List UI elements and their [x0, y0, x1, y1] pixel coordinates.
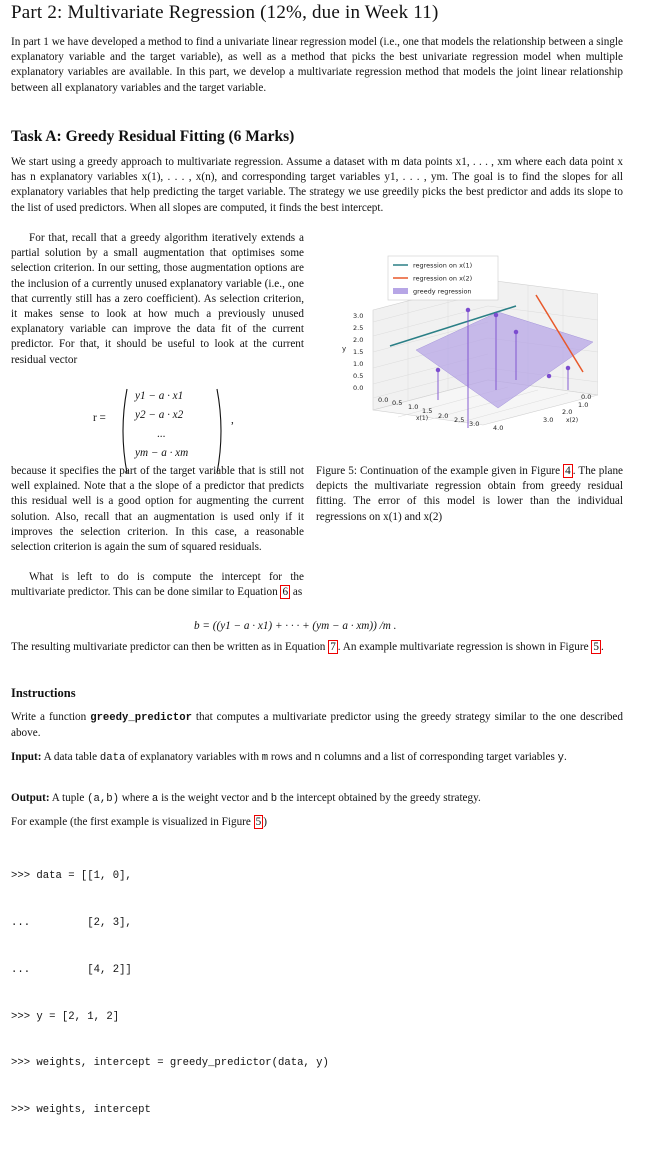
x1-tick: 0.5	[392, 399, 403, 407]
task-paragraph-5-end: .	[600, 641, 604, 653]
input-label: Input:	[11, 751, 42, 763]
x1-tick: 1.5	[422, 407, 433, 415]
output-text: the intercept obtained by the greedy strategy.	[279, 792, 481, 804]
input-paragraph	[11, 750, 623, 766]
equation-link[interactable]: 6	[282, 586, 289, 599]
y-tick: 1.5	[353, 348, 364, 356]
y-tick: 2.0	[353, 336, 364, 344]
input-text: columns and a list of corresponding target variables	[323, 751, 555, 763]
input-text: .	[563, 751, 567, 763]
y-tick: 1.0	[353, 360, 364, 368]
example-paragraph	[11, 815, 623, 830]
input-code: m	[261, 752, 269, 764]
x1-tick: 2.0	[438, 412, 449, 420]
task-paragraph-5-mid: . An example multivariate regression is shown in Figure	[337, 641, 589, 653]
input-text: of explanatory variables with	[128, 751, 259, 763]
y-axis-label: y	[342, 345, 347, 353]
equation-link[interactable]: 7	[330, 641, 336, 653]
figure-5	[338, 250, 598, 439]
output-text: is the weight vector and	[161, 792, 268, 804]
task-title: Task A: Greedy Residual Fitting (6 Marks)	[11, 128, 295, 145]
regression-3d-plot	[338, 250, 598, 435]
intro-paragraph: In part 1 we have developed a method to find a univariate linear regression model (i.e., one that models the relationship between a single explanatory variable and the target variable), as well as a method that picks the best univariate regression model when multiple explanatory variables are available. In this part, we develop a multivariate regression method that models the joint linear relationship between all explanatory variables and the target variable.	[11, 36, 624, 94]
x1-tick: 4.0	[493, 424, 504, 432]
legend-label: greedy regression	[413, 287, 472, 296]
instructions-paragraph	[11, 710, 623, 741]
legend	[388, 256, 498, 300]
task-paragraph-1: We start using a greedy approach to multivariate regression. Assume a dataset with m data points x1, . . . , xm where each data point x has n explanatory variables x(1), . . . , x(n), and corresponding target variables y1, . . . , ym. The goal is to find the slopes for all explanatory variables that help predicting the target variable. The strategy we use greedily picks the best predictor and adds its slope to the list of used predictors. When all slopes are computed, it finds the best intercept.	[11, 156, 623, 214]
data-point	[436, 368, 440, 372]
output-text: where	[121, 792, 150, 804]
task-paragraph-3: because it specifies the part of the target variable that is still not well explained. Note that a the slope of a predictor that predicts this residual well is a good option for augmenting the current solution. Also, recall that an augmentation is used only if it improves the selection criterion. In this case, a reasonable selection criterion is again the sum of squared residuals.	[11, 465, 304, 554]
figure-link[interactable]: 5	[593, 641, 599, 653]
data-point	[547, 374, 551, 378]
residual-row: ...	[157, 428, 166, 440]
figure-caption-rest: . The plane depicts the multivariate regression obtain from greedy residual fitting. The error of this model is lower than the individual regressions on x(1) and x(2)	[316, 465, 624, 523]
x1-axis-label: x(1)	[416, 415, 429, 422]
x2-axis-label: x(2)	[566, 417, 579, 424]
function-name: greedy_predictor	[90, 712, 192, 724]
intercept-equation: b = ((y1 − a · x1) + · · · + (ym − a · xm)) /m .	[194, 620, 397, 632]
figure-caption-text: Figure 5: Continuation of the example given in Figure	[316, 465, 561, 477]
instructions-text: Write a function	[11, 711, 87, 723]
legend-label: regression on x(1)	[413, 261, 473, 270]
example-text: )	[263, 816, 267, 828]
task-paragraph-4-text: What is left to do is compute the intercept for the multivariate predictor. This can be done similar to Equation	[11, 571, 304, 599]
example-text: For example (the first example is visualized in Figure	[11, 816, 251, 828]
task-paragraph-4	[11, 570, 304, 600]
legend-label: regression on x(2)	[413, 274, 473, 283]
code-line: >>> weights, intercept = greedy_predictor(data, y)	[11, 1057, 329, 1070]
output-text: A tuple	[51, 792, 85, 804]
x2-tick: 1.0	[578, 401, 589, 409]
figure-link[interactable]: 4	[565, 465, 571, 477]
data-point	[494, 313, 498, 317]
task-paragraph-2: For that, recall that a greedy algorithm iteratively extends a partial solution by a small augmentation that optimises some selection criterion. In our setting, those augmentation options are the inclusion of a currently unused explanatory variable (i.e., one that currently still has a zero coefficient). As selection criterion, it makes sense to look at how much a previously unused explanatory variable can improve the data fit of the current predictor. For that, it should be useful to look at the current residual vector	[11, 232, 304, 366]
residual-row: ym − a · xm	[135, 447, 189, 459]
section-heading: Part 2: Multivariate Regression (12%, due in Week 11)	[11, 2, 439, 23]
task-paragraph-5-text: The resulting multivariate predictor can then be written as in Equation	[11, 641, 326, 653]
data-point	[466, 308, 470, 312]
instructions-text-rest: that computes a multivariate predictor using the greedy strategy similar to the one described above.	[11, 711, 623, 740]
x2-tick: 2.0	[562, 408, 573, 416]
input-code: y	[557, 752, 564, 764]
y-tick: 3.0	[353, 312, 364, 320]
legend-swatch-plane	[393, 288, 408, 294]
figure-link[interactable]: 5	[255, 816, 262, 828]
output-code: (a,b)	[87, 793, 119, 805]
data-point	[514, 330, 518, 334]
residual-row: y2 − a · x2	[135, 409, 184, 421]
input-code: data	[99, 752, 126, 764]
code-line: >>> data = [[1, 0],	[11, 870, 132, 883]
x1-tick: 1.0	[408, 403, 419, 411]
x1-tick: 3.0	[469, 420, 480, 428]
output-code: b	[270, 793, 278, 805]
x2-tick: 0.0	[581, 393, 592, 401]
code-line: ... [4, 2]]	[11, 963, 132, 976]
data-point	[566, 366, 570, 370]
residual-row: y1 − a · x1	[135, 390, 184, 402]
y-tick: 0.5	[353, 372, 364, 380]
code-line: >>> y = [2, 1, 2]	[11, 1010, 120, 1023]
instructions-title: Instructions	[11, 686, 76, 700]
code-example	[11, 838, 329, 1150]
x1-tick: 0.0	[378, 396, 389, 404]
input-text: A data table	[43, 751, 98, 763]
task-paragraph-5	[11, 640, 623, 655]
input-code: n	[314, 752, 321, 764]
x2-tick: 3.0	[543, 416, 554, 424]
code-line: >>> weights, intercept	[11, 1104, 151, 1117]
output-code: a	[151, 793, 159, 805]
output-label: Output:	[11, 792, 50, 804]
task-paragraph-4-end: as	[292, 586, 303, 599]
y-tick: 2.5	[353, 324, 364, 332]
figure-caption	[316, 464, 623, 525]
y-tick: 0.0	[353, 384, 364, 392]
output-paragraph	[11, 791, 623, 807]
residual-comma: ,	[231, 414, 234, 426]
y-axis	[342, 312, 363, 392]
x1-tick: 2.5	[454, 416, 465, 424]
input-text: rows and	[270, 751, 312, 763]
residual-lhs: r =	[93, 412, 106, 424]
code-line: ... [2, 3],	[11, 916, 132, 929]
